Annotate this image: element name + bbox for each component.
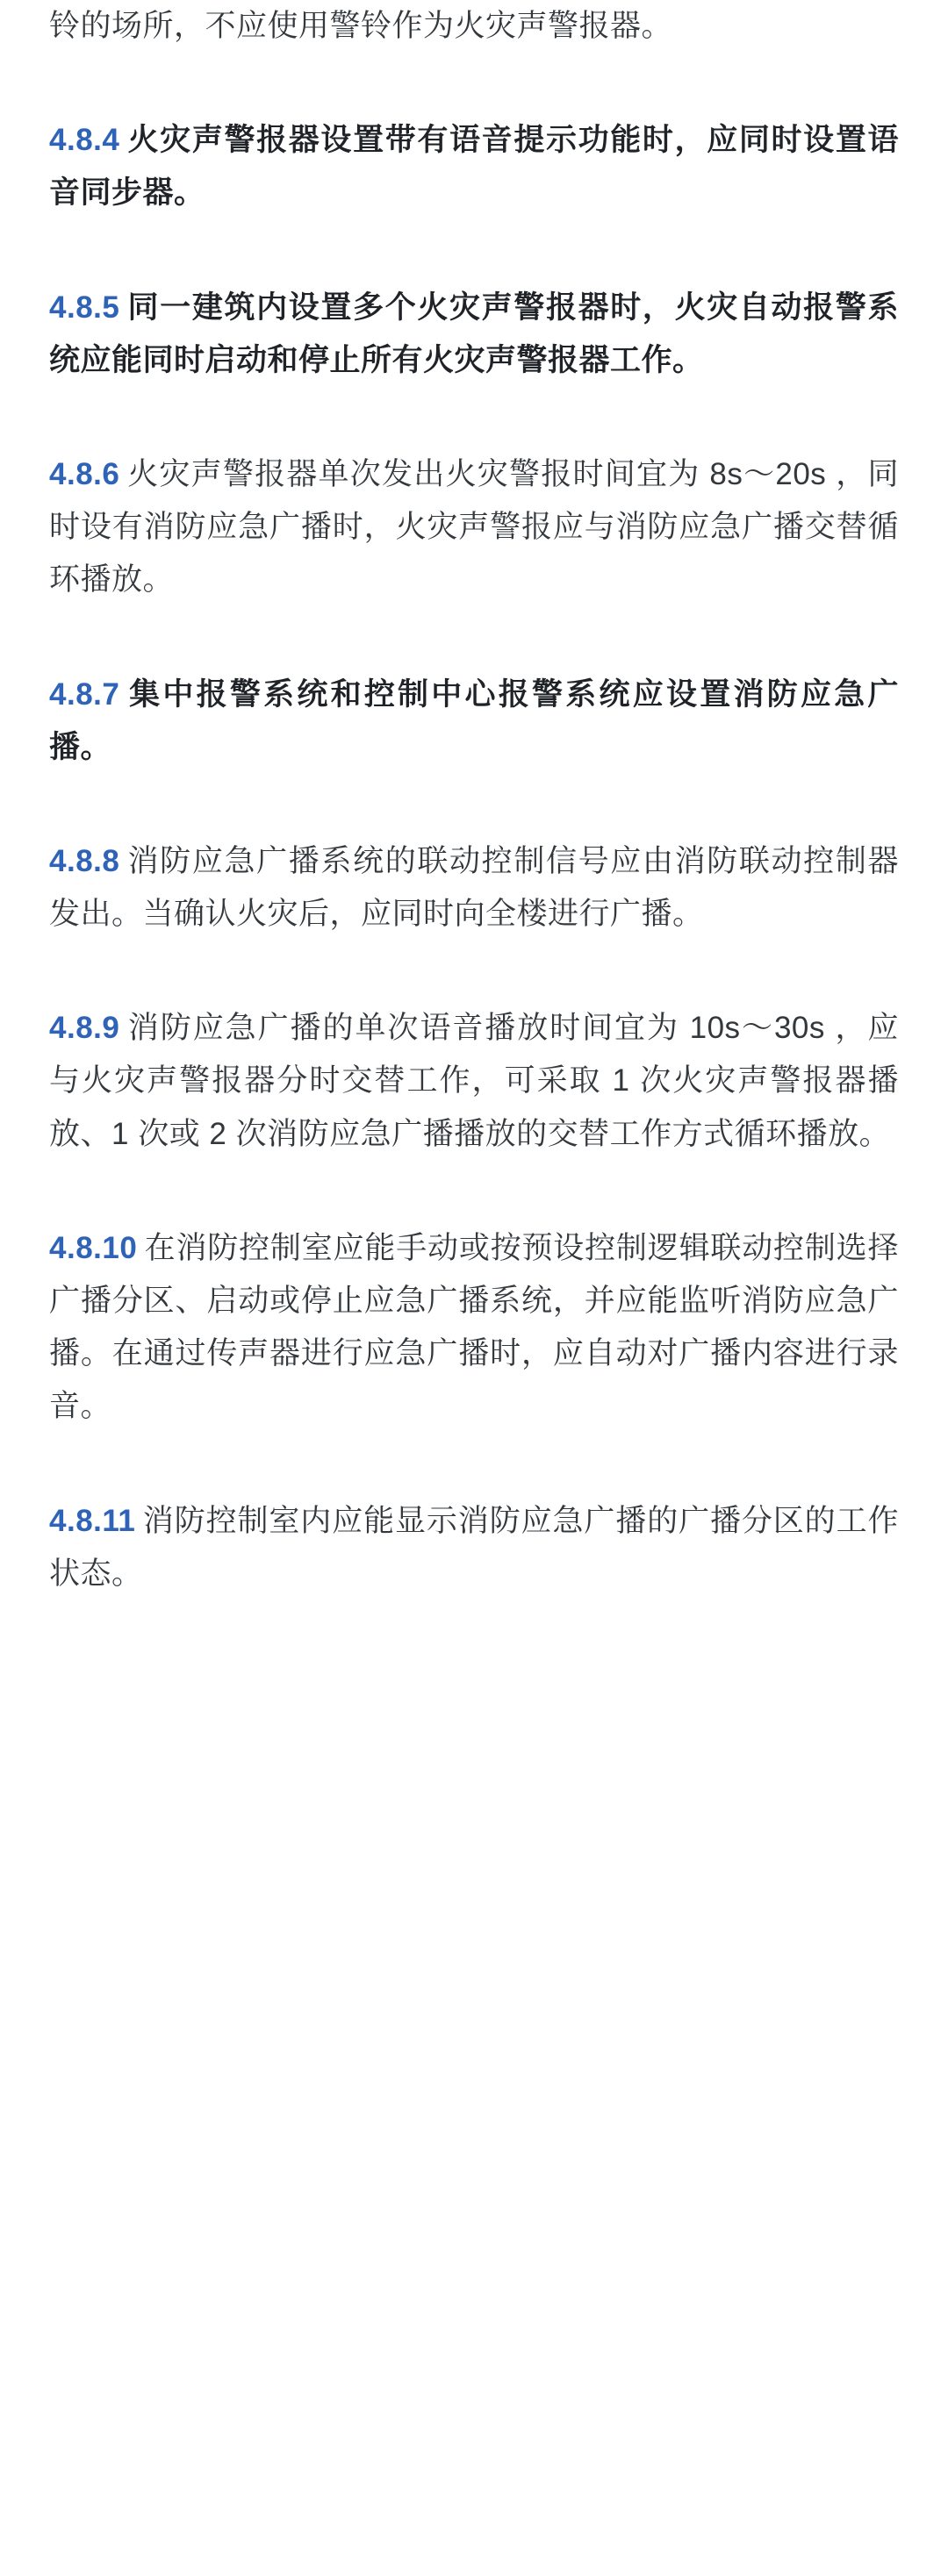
clause-number: 4.8.10 — [49, 1230, 138, 1265]
clause-text: 集中报警系统和控制中心报警系统应设置消防应急广播。 — [49, 676, 899, 764]
clause-4-8-5 — [49, 282, 899, 387]
clause-4-8-8 — [49, 835, 899, 941]
clause-4-8-10 — [49, 1222, 899, 1434]
clause-text: 消防应急广播的单次语音播放时间宜为 10s～30s ，应与火灾声警报器分时交替工作，可采取 1 次火灾声警报器播放、1 次或 2 次消防应急广播播放的交替工作方式循环播放。 — [49, 1011, 899, 1151]
clause-number: 4.8.5 — [49, 290, 120, 325]
clause-4-8-11 — [49, 1495, 899, 1600]
clause-number: 4.8.4 — [49, 123, 120, 158]
clause-number: 4.8.11 — [49, 1503, 136, 1538]
lead-paragraph — [49, 0, 899, 53]
clause-text: 消防控制室内应能显示消防应急广播的广播分区的工作状态。 — [49, 1503, 899, 1591]
clause-number: 4.8.6 — [49, 456, 120, 491]
clause-text: 消防应急广播系统的联动控制信号应由消防联动控制器发出。当确认火灾后，应同时向全楼进行广播。 — [49, 843, 899, 932]
clause-4-8-6 — [49, 448, 899, 607]
clause-text: 同一建筑内设置多个火灾声警报器时，火灾自动报警系统应能同时启动和停止所有火灾声警报器工作。 — [49, 290, 899, 377]
clause-number: 4.8.8 — [49, 843, 120, 878]
clause-number: 4.8.9 — [49, 1011, 120, 1046]
lead-paragraph-text: 铃的场所，不应使用警铃作为火灾声警报器。 — [49, 9, 673, 43]
clause-4-8-9 — [49, 1002, 899, 1161]
clause-number: 4.8.7 — [49, 676, 120, 712]
clause-text: 在消防控制室应能手动或按预设控制逻辑联动控制选择广播分区、启动或停止应急广播系统，并应能监听消防应急广播。在通过传声器进行应急广播时，应自动对广播内容进行录音。 — [49, 1230, 899, 1424]
clause-text: 火灾声警报器设置带有语音提示功能时，应同时设置语音同步器。 — [49, 123, 899, 211]
clause-4-8-7 — [49, 669, 899, 774]
clause-text: 火灾声警报器单次发出火灾警报时间宜为 8s～20s ，同时设有消防应急广播时，火灾声警报应与消防应急广播交替循环播放。 — [49, 456, 899, 597]
clause-4-8-4 — [49, 114, 899, 219]
